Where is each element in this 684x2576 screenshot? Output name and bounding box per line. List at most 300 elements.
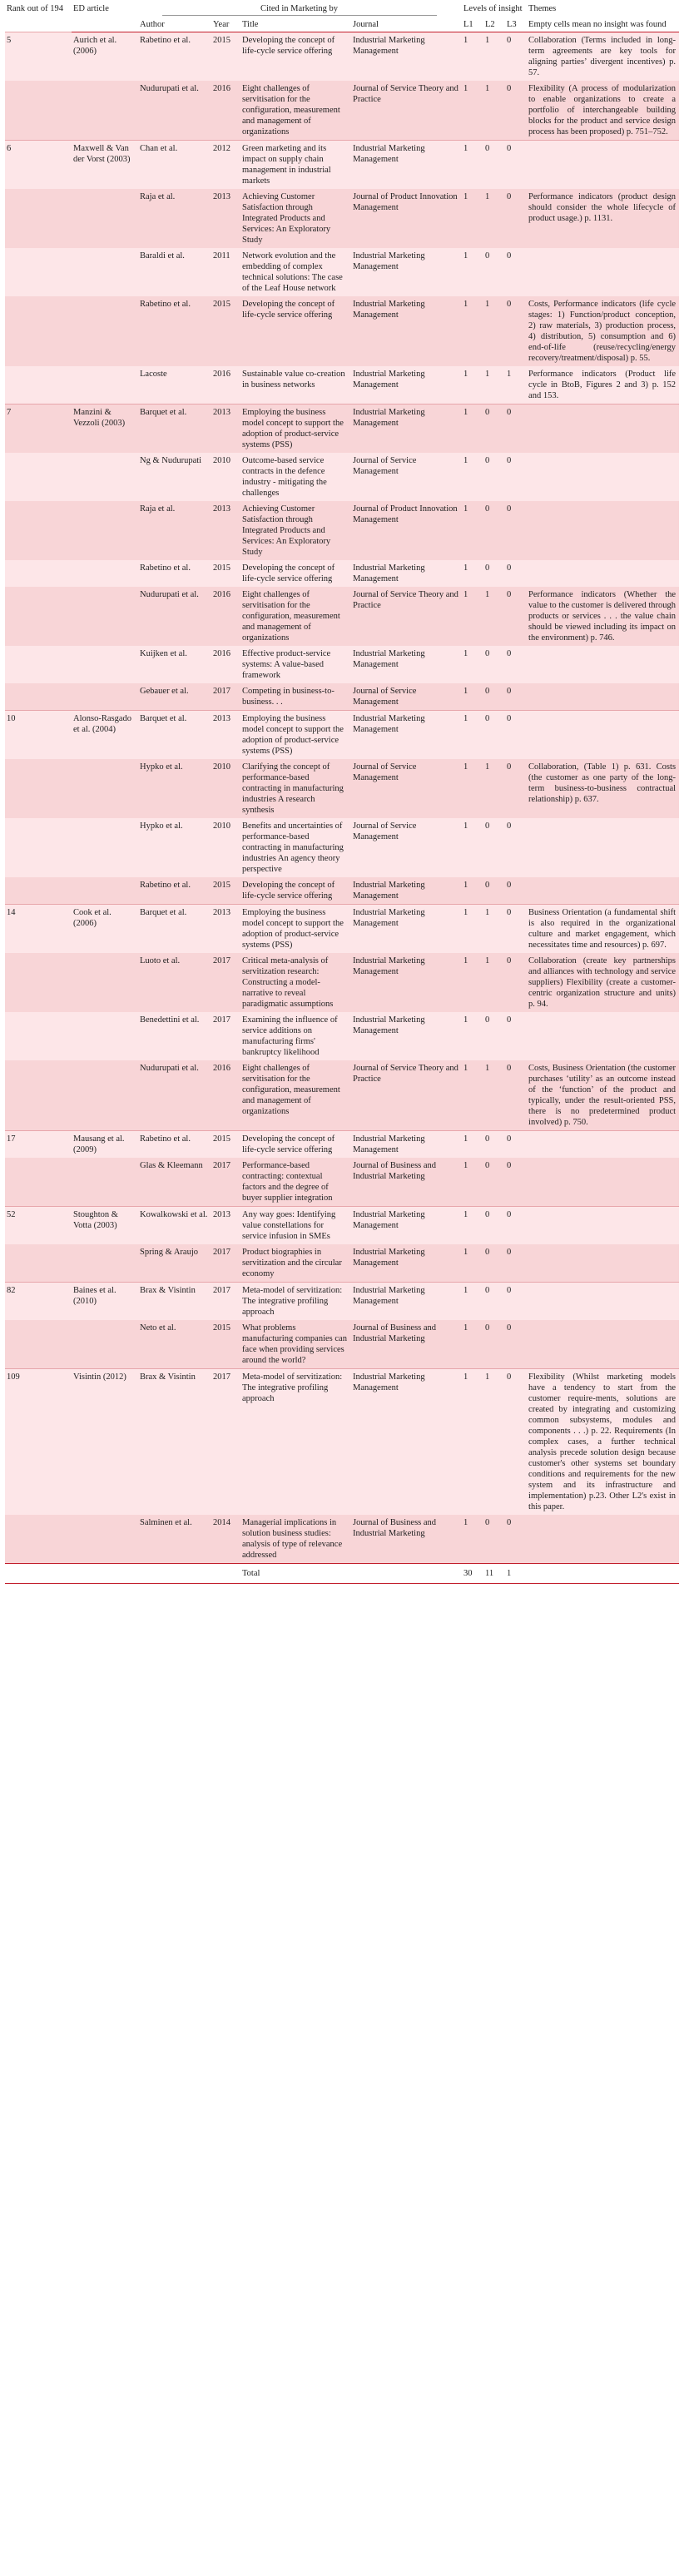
year-cell: 2014 xyxy=(211,1515,240,1564)
l1-cell: 1 xyxy=(462,1283,483,1321)
theme-cell xyxy=(527,453,679,501)
title-cell: What problems manufacturing companies can face when providing services around the world? xyxy=(240,1320,351,1369)
l1-cell: 1 xyxy=(462,1207,483,1245)
author-cell: Luoto et al. xyxy=(138,953,211,1012)
table-row xyxy=(5,1012,679,1060)
l3-cell: 0 xyxy=(505,587,527,646)
journal-cell: Industrial Marketing Management xyxy=(351,953,462,1012)
table-row xyxy=(5,1131,679,1159)
title-cell: Outcome-based service contracts in the defence industry - mitigating the challenges xyxy=(240,453,351,501)
rank-cell xyxy=(5,953,72,1012)
l3-cell: 0 xyxy=(505,711,527,760)
l2-cell: 0 xyxy=(483,1244,505,1283)
l2-cell: 0 xyxy=(483,683,505,711)
l2-cell: 0 xyxy=(483,560,505,587)
year-cell: 2017 xyxy=(211,683,240,711)
year-cell: 2015 xyxy=(211,560,240,587)
rank-cell: 17 xyxy=(5,1131,72,1159)
author-cell: Neto et al. xyxy=(138,1320,211,1369)
title-cell: Eight challenges of servitisation for the configuration, measurement and management of organizations xyxy=(240,81,351,141)
author-cell: Chan et al. xyxy=(138,141,211,190)
l2-cell: 1 xyxy=(483,587,505,646)
ed-article-cell xyxy=(72,296,138,366)
rank-cell xyxy=(5,248,72,296)
l1-cell: 1 xyxy=(462,189,483,248)
table-row xyxy=(5,453,679,501)
ed-article-cell xyxy=(72,248,138,296)
l3-cell: 0 xyxy=(505,141,527,190)
l1-cell: 1 xyxy=(462,366,483,405)
total-l3: 1 xyxy=(505,1564,527,1584)
ed-article-cell xyxy=(72,1012,138,1060)
year-cell: 2012 xyxy=(211,141,240,190)
l3-cell: 0 xyxy=(505,1369,527,1516)
ed-article-cell xyxy=(72,501,138,560)
cited-by-header: Cited in Marketing by xyxy=(138,3,462,17)
year-cell: 2017 xyxy=(211,1012,240,1060)
ed-article-cell xyxy=(72,560,138,587)
table-row xyxy=(5,1283,679,1321)
author-cell: Spring & Araujo xyxy=(138,1244,211,1283)
table-row xyxy=(5,711,679,760)
year-cell: 2017 xyxy=(211,953,240,1012)
title-header: Title xyxy=(240,17,351,32)
l1-cell: 1 xyxy=(462,141,483,190)
journal-header: Journal xyxy=(351,17,462,32)
l1-cell: 1 xyxy=(462,1369,483,1516)
rank-cell xyxy=(5,587,72,646)
rank-cell xyxy=(5,501,72,560)
title-cell: Critical meta-analysis of servitization research: Constructing a model-narrative to reveal paradigmatic assumptions xyxy=(240,953,351,1012)
title-cell: Employing the business model concept to support the adoption of product-service systems (PSS) xyxy=(240,711,351,760)
rank-cell xyxy=(5,1515,72,1564)
ed-article-cell xyxy=(72,81,138,141)
author-cell: Rabetino et al. xyxy=(138,296,211,366)
rank-cell: 5 xyxy=(5,32,72,82)
l3-cell: 0 xyxy=(505,953,527,1012)
year-cell: 2015 xyxy=(211,1320,240,1369)
title-cell: Clarifying the concept of performance-based contracting in manufacturing industries A research synthesis xyxy=(240,759,351,818)
author-cell: Barquet et al. xyxy=(138,905,211,954)
l1-cell: 1 xyxy=(462,1320,483,1369)
author-cell: Kowalkowski et al. xyxy=(138,1207,211,1245)
journal-cell: Industrial Marketing Management xyxy=(351,32,462,82)
l3-cell: 0 xyxy=(505,1207,527,1245)
year-cell: 2017 xyxy=(211,1158,240,1207)
rank-cell xyxy=(5,1012,72,1060)
l1-cell: 1 xyxy=(462,32,483,82)
theme-cell xyxy=(527,141,679,190)
l1-cell: 1 xyxy=(462,1131,483,1159)
journal-cell: Journal of Service Theory and Practice xyxy=(351,81,462,141)
journal-cell: Industrial Marketing Management xyxy=(351,405,462,454)
title-cell: Developing the concept of life-cycle service offering xyxy=(240,1131,351,1159)
journal-cell: Industrial Marketing Management xyxy=(351,711,462,760)
l1-cell: 1 xyxy=(462,759,483,818)
title-cell: Examining the influence of service additions on manufacturing firms' bankruptcy likelihood xyxy=(240,1012,351,1060)
l2-cell: 1 xyxy=(483,1060,505,1131)
author-cell: Nudurupati et al. xyxy=(138,1060,211,1131)
title-cell: Sustainable value co-creation in business networks xyxy=(240,366,351,405)
table-row xyxy=(5,248,679,296)
year-cell: 2016 xyxy=(211,587,240,646)
l2-cell: 0 xyxy=(483,646,505,683)
l2-cell: 0 xyxy=(483,248,505,296)
ed-article-cell: Baines et al. (2010) xyxy=(72,1283,138,1321)
l2-cell: 0 xyxy=(483,405,505,454)
ed-article-cell xyxy=(72,189,138,248)
l1-cell: 1 xyxy=(462,683,483,711)
rank-cell xyxy=(5,1158,72,1207)
year-cell: 2013 xyxy=(211,405,240,454)
title-cell: Managerial implications in solution business studies: analysis of type of relevance addressed xyxy=(240,1515,351,1564)
title-cell: Developing the concept of life-cycle service offering xyxy=(240,877,351,905)
l3-cell: 0 xyxy=(505,248,527,296)
table-container xyxy=(5,3,679,1584)
rank-cell xyxy=(5,560,72,587)
l2-cell: 1 xyxy=(483,759,505,818)
l2-cell: 1 xyxy=(483,32,505,82)
theme-cell: Collaboration (create key partnerships and alliances with technology and service suppliers) Flexibility (create a customer-centric organization structure and units) p. 94. xyxy=(527,953,679,1012)
l3-cell: 0 xyxy=(505,405,527,454)
themes-note: Empty cells mean no insight was found xyxy=(527,17,679,32)
author-cell: Ng & Nudurupati xyxy=(138,453,211,501)
theme-cell xyxy=(527,1283,679,1321)
theme-cell xyxy=(527,683,679,711)
title-cell: Product biographies in servitization and the circular economy xyxy=(240,1244,351,1283)
table-row xyxy=(5,1060,679,1131)
rank-header: Rank out of 194 xyxy=(5,3,72,32)
ed-article-cell xyxy=(72,366,138,405)
l3-cell: 0 xyxy=(505,1320,527,1369)
theme-cell: Collaboration, (Table 1) p. 631. Costs (the customer as one party of the long-term business-to-business contractual relationship) p. 637. xyxy=(527,759,679,818)
table-row xyxy=(5,905,679,954)
year-cell: 2013 xyxy=(211,711,240,760)
l2-cell: 1 xyxy=(483,81,505,141)
rank-cell: 109 xyxy=(5,1369,72,1516)
theme-cell xyxy=(527,1012,679,1060)
journal-cell: Industrial Marketing Management xyxy=(351,296,462,366)
l2-cell: 0 xyxy=(483,818,505,877)
theme-cell: Flexibility (Whilst marketing models have a tendency to start from the customer require-ments, solutions are created by integrating and customizing common subsystems, modules and components . . .) p. 22. Requirements (In complex cases, a further technical analysis precede solution design because customer's other systems set boundary conditions and requirements for the new system and its infrastructure and implementation) p.23. Other L2's exist in this paper. xyxy=(527,1369,679,1516)
journal-cell: Journal of Product Innovation Management xyxy=(351,501,462,560)
l1-cell: 1 xyxy=(462,1244,483,1283)
table-header xyxy=(5,3,679,32)
l3-cell: 0 xyxy=(505,877,527,905)
journal-cell: Industrial Marketing Management xyxy=(351,1207,462,1245)
l3-cell: 0 xyxy=(505,453,527,501)
theme-cell xyxy=(527,1244,679,1283)
year-cell: 2017 xyxy=(211,1283,240,1321)
ed-article-cell: Aurich et al. (2006) xyxy=(72,32,138,82)
journal-cell: Journal of Service Management xyxy=(351,759,462,818)
author-cell: Raja et al. xyxy=(138,501,211,560)
l1-cell: 1 xyxy=(462,711,483,760)
l2-cell: 1 xyxy=(483,905,505,954)
title-cell: Developing the concept of life-cycle service offering xyxy=(240,296,351,366)
rank-cell: 6 xyxy=(5,141,72,190)
l1-cell: 1 xyxy=(462,905,483,954)
theme-cell: Business Orientation (a fundamental shift is also required in the organizational culture and market engagement, which necessitates time and resources) p. 697. xyxy=(527,905,679,954)
l1-cell: 1 xyxy=(462,81,483,141)
citation-table xyxy=(5,3,679,1584)
table-row xyxy=(5,501,679,560)
l2-cell: 0 xyxy=(483,1515,505,1564)
theme-cell xyxy=(527,711,679,760)
l2-cell: 0 xyxy=(483,877,505,905)
journal-cell: Journal of Business and Industrial Marketing xyxy=(351,1515,462,1564)
author-cell: Rabetino et al. xyxy=(138,560,211,587)
journal-cell: Journal of Service Theory and Practice xyxy=(351,587,462,646)
l3-cell: 0 xyxy=(505,81,527,141)
journal-cell: Journal of Service Management xyxy=(351,683,462,711)
l3-cell: 0 xyxy=(505,759,527,818)
table-row xyxy=(5,1369,679,1516)
rank-cell xyxy=(5,1244,72,1283)
l3-cell: 1 xyxy=(505,366,527,405)
l1-cell: 1 xyxy=(462,405,483,454)
rank-cell xyxy=(5,818,72,877)
ed-article-cell xyxy=(72,683,138,711)
theme-cell xyxy=(527,560,679,587)
ed-article-cell: Manzini & Vezzoli (2003) xyxy=(72,405,138,454)
l1-cell: 1 xyxy=(462,1158,483,1207)
theme-cell xyxy=(527,1320,679,1369)
title-cell: Eight challenges of servitisation for the configuration, measurement and management of organizations xyxy=(240,1060,351,1131)
total-label: Total xyxy=(240,1564,351,1584)
year-cell: 2016 xyxy=(211,81,240,141)
theme-cell xyxy=(527,1515,679,1564)
author-cell: Benedettini et al. xyxy=(138,1012,211,1060)
theme-cell: Performance indicators (Whether the value to the customer is delivered through products or services . . . the value chain should be viewed including its impact on the environment) p. 746. xyxy=(527,587,679,646)
rank-cell xyxy=(5,759,72,818)
title-cell: Effective product-service systems: A value-based framework xyxy=(240,646,351,683)
ed-article-cell xyxy=(72,1515,138,1564)
table-row xyxy=(5,759,679,818)
author-cell: Kuijken et al. xyxy=(138,646,211,683)
table-row xyxy=(5,877,679,905)
l1-cell: 1 xyxy=(462,646,483,683)
l3-cell: 0 xyxy=(505,501,527,560)
table-row xyxy=(5,1244,679,1283)
l2-cell: 1 xyxy=(483,189,505,248)
journal-cell: Journal of Service Management xyxy=(351,453,462,501)
levels-header: Levels of insight xyxy=(462,3,527,17)
author-cell: Rabetino et al. xyxy=(138,1131,211,1159)
l3-cell: 0 xyxy=(505,189,527,248)
title-cell: Any way goes: Identifying value constellations for service infusion in SMEs xyxy=(240,1207,351,1245)
table-row xyxy=(5,141,679,190)
table-row xyxy=(5,1207,679,1245)
author-cell: Barquet et al. xyxy=(138,711,211,760)
year-cell: 2015 xyxy=(211,32,240,82)
l1-cell: 1 xyxy=(462,1012,483,1060)
l3-cell: 0 xyxy=(505,683,527,711)
table-row xyxy=(5,189,679,248)
author-cell: Brax & Visintin xyxy=(138,1369,211,1516)
year-cell: 2015 xyxy=(211,1131,240,1159)
theme-cell xyxy=(527,248,679,296)
author-cell: Barquet et al. xyxy=(138,405,211,454)
author-cell: Hypko et al. xyxy=(138,759,211,818)
journal-cell: Industrial Marketing Management xyxy=(351,560,462,587)
l2-cell: 0 xyxy=(483,501,505,560)
journal-cell: Journal of Product Innovation Management xyxy=(351,189,462,248)
table-row xyxy=(5,683,679,711)
ed-article-cell xyxy=(72,1320,138,1369)
l3-cell: 0 xyxy=(505,1515,527,1564)
year-cell: 2015 xyxy=(211,877,240,905)
l1-cell: 1 xyxy=(462,560,483,587)
l2-cell: 1 xyxy=(483,1369,505,1516)
ed-article-cell xyxy=(72,877,138,905)
journal-cell: Journal of Business and Industrial Marketing xyxy=(351,1158,462,1207)
journal-cell: Industrial Marketing Management xyxy=(351,1244,462,1283)
l1-cell: 1 xyxy=(462,501,483,560)
journal-cell: Industrial Marketing Management xyxy=(351,877,462,905)
l1-cell: 1 xyxy=(462,296,483,366)
year-cell: 2010 xyxy=(211,453,240,501)
theme-cell xyxy=(527,405,679,454)
journal-cell: Industrial Marketing Management xyxy=(351,646,462,683)
table-row xyxy=(5,587,679,646)
ed-article-cell: Cook et al. (2006) xyxy=(72,905,138,954)
l3-cell: 0 xyxy=(505,1131,527,1159)
journal-cell: Industrial Marketing Management xyxy=(351,1012,462,1060)
l2-cell: 1 xyxy=(483,366,505,405)
rank-cell xyxy=(5,1320,72,1369)
theme-cell xyxy=(527,646,679,683)
l2-cell: 1 xyxy=(483,953,505,1012)
title-cell: Network evolution and the embedding of complex technical solutions: The case of the Leaf House network xyxy=(240,248,351,296)
ed-article-cell xyxy=(72,587,138,646)
l3-cell: 0 xyxy=(505,296,527,366)
author-cell: Hypko et al. xyxy=(138,818,211,877)
author-cell: Nudurupati et al. xyxy=(138,81,211,141)
l2-cell: 0 xyxy=(483,141,505,190)
title-cell: Meta-model of servitization: The integrative profiling approach xyxy=(240,1283,351,1321)
l2-cell: 0 xyxy=(483,1283,505,1321)
l3-header: L3 xyxy=(505,17,527,32)
title-cell: Performance-based contracting: contextual factors and the degree of buyer supplier integration xyxy=(240,1158,351,1207)
l3-cell: 0 xyxy=(505,1244,527,1283)
l1-cell: 1 xyxy=(462,818,483,877)
ed-article-cell xyxy=(72,953,138,1012)
author-cell: Gebauer et al. xyxy=(138,683,211,711)
year-cell: 2011 xyxy=(211,248,240,296)
ed-article-cell xyxy=(72,818,138,877)
ed-article-cell xyxy=(72,1060,138,1131)
journal-cell: Industrial Marketing Management xyxy=(351,1369,462,1516)
year-cell: 2017 xyxy=(211,1369,240,1516)
rank-cell: 82 xyxy=(5,1283,72,1321)
journal-cell: Journal of Business and Industrial Marketing xyxy=(351,1320,462,1369)
year-cell: 2013 xyxy=(211,189,240,248)
table-row xyxy=(5,1158,679,1207)
theme-cell: Costs, Business Orientation (the customer purchases ‘utility’ as an outcome instead of the ‘function’ of the product and typically, under the result-oriented PSS, there is no predetermined product involved) p. 750. xyxy=(527,1060,679,1131)
l1-cell: 1 xyxy=(462,1515,483,1564)
l3-cell: 0 xyxy=(505,1060,527,1131)
l2-cell: 0 xyxy=(483,1158,505,1207)
l1-cell: 1 xyxy=(462,1060,483,1131)
year-cell: 2015 xyxy=(211,296,240,366)
theme-cell xyxy=(527,877,679,905)
year-header: Year xyxy=(211,17,240,32)
table-row xyxy=(5,405,679,454)
theme-cell xyxy=(527,501,679,560)
total-row xyxy=(5,1564,679,1584)
table-row xyxy=(5,1515,679,1564)
year-cell: 2013 xyxy=(211,501,240,560)
theme-cell xyxy=(527,818,679,877)
author-cell: Glas & Kleemann xyxy=(138,1158,211,1207)
journal-cell: Industrial Marketing Management xyxy=(351,1131,462,1159)
table-row xyxy=(5,818,679,877)
l3-cell: 0 xyxy=(505,1283,527,1321)
year-cell: 2010 xyxy=(211,759,240,818)
title-cell: Green marketing and its impact on supply chain management in industrial markets xyxy=(240,141,351,190)
author-cell: Lacoste xyxy=(138,366,211,405)
year-cell: 2016 xyxy=(211,366,240,405)
table-row xyxy=(5,296,679,366)
ed-article-cell: Stoughton & Votta (2003) xyxy=(72,1207,138,1245)
theme-cell: Performance indicators (Product life cycle in BtoB, Figures 2 and 3) p. 152 and 153. xyxy=(527,366,679,405)
author-cell: Salminen et al. xyxy=(138,1515,211,1564)
total-l1: 30 xyxy=(462,1564,483,1584)
rank-cell xyxy=(5,646,72,683)
theme-cell: Costs, Performance indicators (life cycle stages: 1) Function/product conception, 2) raw materials, 3) production process, 4) distribution, 5) consumption and 6) end-of-life (reuse/recycling/energy recovery/treatment/disposal) p. 55. xyxy=(527,296,679,366)
ed-article-cell: Maxwell & Van der Vorst (2003) xyxy=(72,141,138,190)
author-cell: Baraldi et al. xyxy=(138,248,211,296)
journal-cell: Journal of Service Management xyxy=(351,818,462,877)
title-cell: Achieving Customer Satisfaction through Integrated Products and Services: An Exploratory Study xyxy=(240,501,351,560)
rank-cell xyxy=(5,189,72,248)
year-cell: 2010 xyxy=(211,818,240,877)
table-row xyxy=(5,560,679,587)
ed-article-cell xyxy=(72,759,138,818)
theme-cell: Flexibility (A process of modularization to enable organizations to create a portfolio of interchangeable building blocks for the product and service design process has been proposed) p. 751–752. xyxy=(527,81,679,141)
title-cell: Employing the business model concept to support the adoption of product-service systems (PSS) xyxy=(240,405,351,454)
rank-cell xyxy=(5,877,72,905)
l3-cell: 0 xyxy=(505,32,527,82)
rank-cell xyxy=(5,1060,72,1131)
rank-cell: 52 xyxy=(5,1207,72,1245)
author-cell: Rabetino et al. xyxy=(138,32,211,82)
theme-cell xyxy=(527,1207,679,1245)
rank-cell xyxy=(5,81,72,141)
ed-article-cell xyxy=(72,453,138,501)
l3-cell: 0 xyxy=(505,818,527,877)
title-cell: Achieving Customer Satisfaction through Integrated Products and Services: An Exploratory Study xyxy=(240,189,351,248)
author-header: Author xyxy=(138,17,211,32)
l2-cell: 0 xyxy=(483,1207,505,1245)
l2-cell: 0 xyxy=(483,1012,505,1060)
author-cell: Brax & Visintin xyxy=(138,1283,211,1321)
title-cell: Meta-model of servitization: The integrative profiling approach xyxy=(240,1369,351,1516)
title-cell: Employing the business model concept to support the adoption of product-service systems (PSS) xyxy=(240,905,351,954)
journal-cell: Industrial Marketing Management xyxy=(351,141,462,190)
l3-cell: 0 xyxy=(505,646,527,683)
ed-article-header: ED article xyxy=(72,3,138,17)
ed-article-cell xyxy=(72,1158,138,1207)
table-row xyxy=(5,1320,679,1369)
year-cell: 2013 xyxy=(211,905,240,954)
l2-cell: 0 xyxy=(483,1131,505,1159)
year-cell: 2017 xyxy=(211,1244,240,1283)
total-l2: 11 xyxy=(483,1564,505,1584)
theme-cell xyxy=(527,1131,679,1159)
ed-article-cell xyxy=(72,646,138,683)
